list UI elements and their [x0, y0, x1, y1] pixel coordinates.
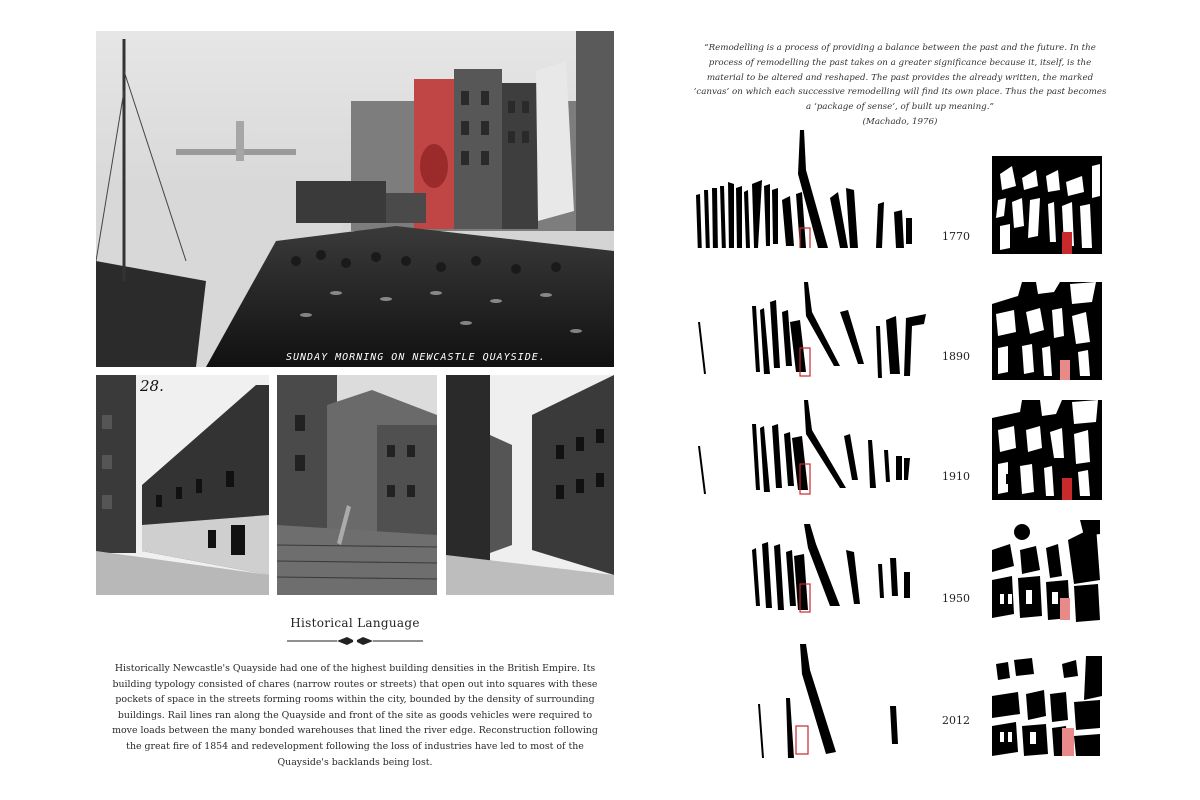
urban-block-graphic	[992, 400, 1102, 500]
year-label: 1770	[942, 230, 970, 243]
section-heading: Historical Language	[290, 616, 420, 630]
urban-block-map-2012	[992, 656, 1102, 756]
timeline-row-2012	[690, 640, 1110, 758]
urban-block-map-1910	[992, 400, 1102, 500]
quote-text: “Remodelling is a process of providing a balance between the past and the future. In the process of remodelling the past takes on a greater significance because it, itself, is the material to be altered and reshaped. The past provides the already written, the marked ‘canvas’ on which each successive remodelling will find its own place. Thus the past becomes a ‘package of sense’, of built up meaning.”	[693, 43, 1107, 113]
urban-block-graphic	[992, 156, 1102, 254]
alley-photo-2-graphic	[277, 375, 437, 595]
photo-caption: SUNDAY MORNING ON NEWCASTLE QUAYSIDE.	[286, 352, 546, 363]
urban-block-map-1950	[992, 520, 1102, 622]
divider-ornament	[285, 635, 425, 647]
urban-block-graphic	[992, 282, 1102, 380]
year-label: 2012	[942, 714, 970, 727]
figure-ground-graphic	[690, 130, 930, 248]
figure-ground-plan-1770	[690, 130, 930, 248]
figure-ground-graphic	[690, 282, 930, 400]
timeline-row-1770	[690, 130, 1110, 248]
timeline-row-1890	[690, 282, 1110, 400]
alley-photo-3-graphic	[446, 375, 614, 595]
alley-photo-3	[446, 375, 614, 595]
figure-ground-graphic	[690, 520, 930, 638]
year-label: 1910	[942, 470, 970, 483]
urban-block-graphic	[992, 656, 1102, 756]
figure-ground-graphic	[690, 640, 930, 758]
urban-block-graphic	[992, 520, 1102, 622]
figure-ground-plan-1890	[690, 282, 930, 400]
year-label: 1890	[942, 350, 970, 363]
alley-photo-1-graphic	[96, 375, 269, 595]
urban-block-map-1890	[992, 282, 1102, 380]
year-label: 1950	[942, 592, 970, 605]
timeline-row-1910	[690, 400, 1110, 518]
timeline-row-1950	[690, 520, 1110, 638]
alley-photo-2	[277, 375, 437, 595]
section-body-text: Historically Newcastle's Quayside had one of the highest building densities in the British Empire. Its building typology consisted of chares (narrow routes or streets) that open out into squares with these pockets of space in the streets forming rooms within the city, bounded by the density of surrounding buildings. Rail lines ran along the Quayside and front of the site as goods vehicles were required to move loads between the many bonded warehouses that lined the river edge. Reconstruction following the great fire of 1854 and redevelopment following the loss of industries have led to most of the Quayside's backlands being lost.	[112, 663, 598, 768]
quayside-photo-graphic	[96, 31, 614, 367]
figure-ground-plan-2012	[690, 640, 930, 758]
quayside-photo	[96, 31, 614, 367]
urban-block-map-1770	[992, 156, 1102, 254]
alley-photo-1	[96, 375, 269, 595]
quote-citation: (Machado, 1976)	[862, 116, 938, 127]
figure-ground-plan-1910	[690, 400, 930, 518]
figure-ground-plan-1950	[690, 520, 930, 638]
plate-number: 28.	[140, 377, 164, 395]
figure-ground-graphic	[690, 400, 930, 518]
machado-quote	[690, 41, 1110, 130]
